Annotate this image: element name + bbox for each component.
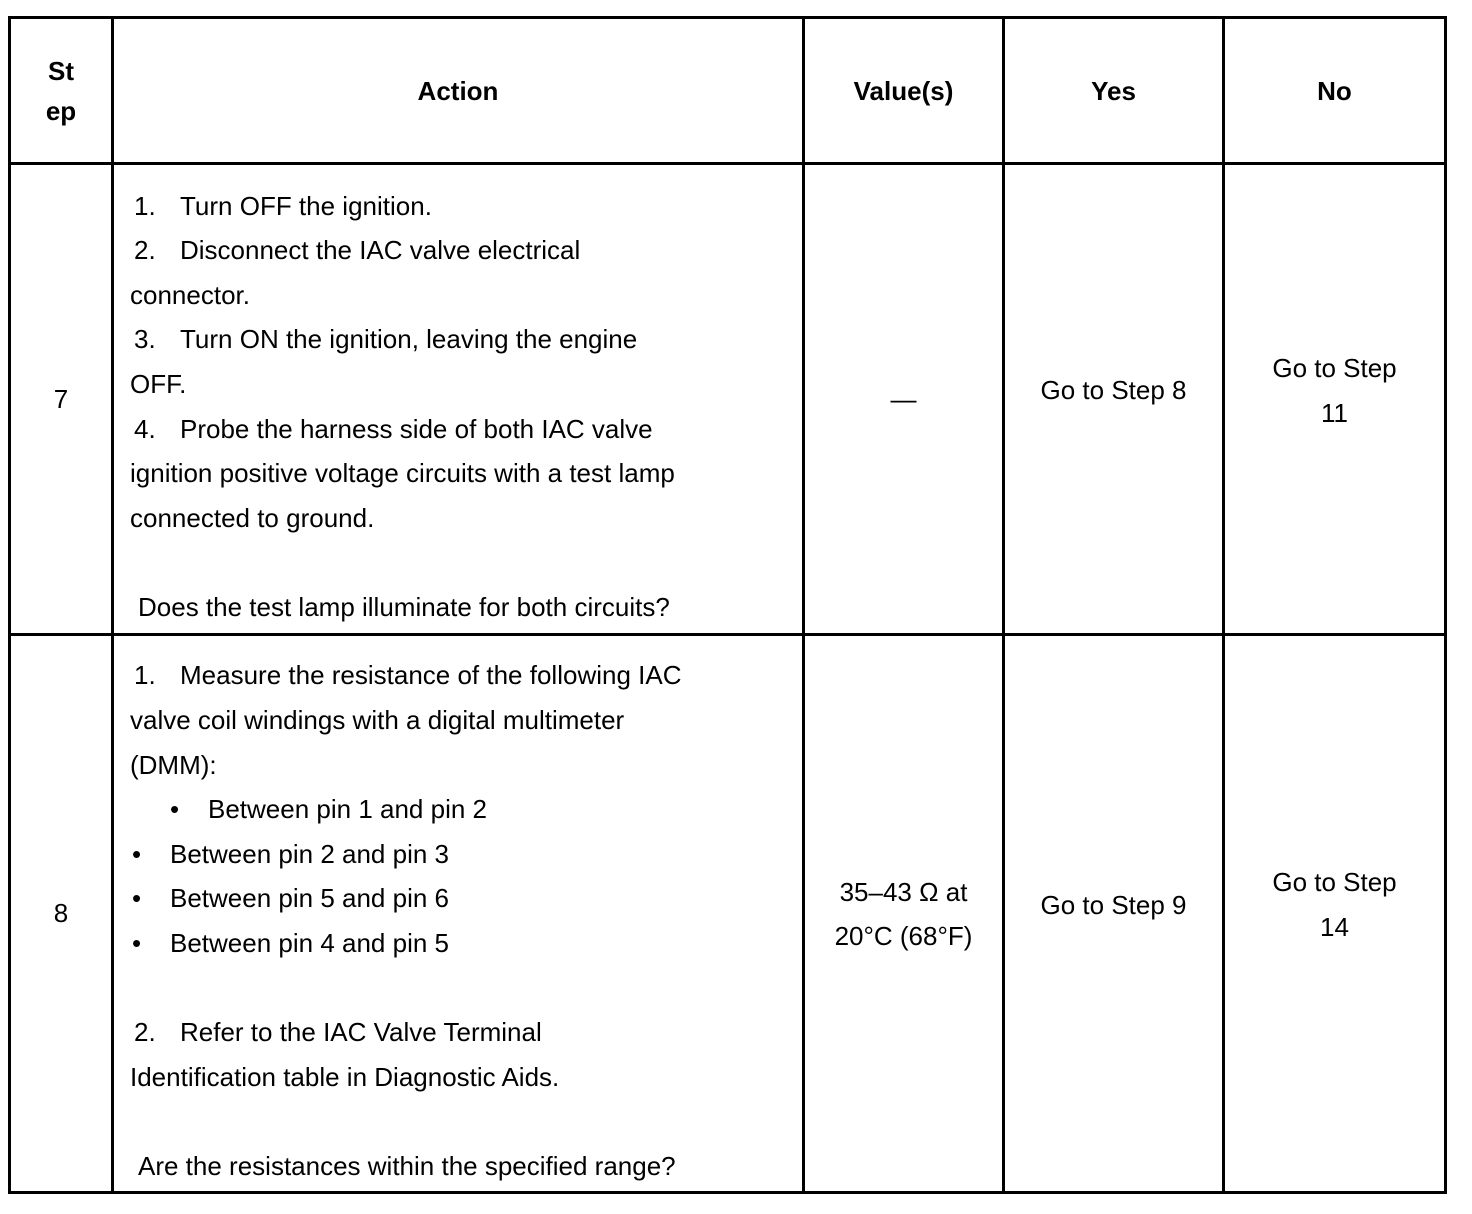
yes-cell — [1004, 164, 1224, 635]
no-cell — [1224, 164, 1446, 635]
action-item-1 — [130, 184, 802, 229]
action-item-2 — [130, 228, 802, 273]
action-item-number: 4. — [134, 413, 156, 444]
header-yes: Yes — [1004, 18, 1224, 164]
action-item-number: 3. — [134, 324, 156, 355]
bullet-item — [130, 832, 802, 877]
action-item-1 — [130, 653, 802, 698]
bullet-text: Between pin 1 and pin 2 — [208, 794, 487, 825]
bullet-icon: • — [132, 883, 142, 914]
table-row-step-7 — [10, 164, 1446, 635]
step-number: 8 — [10, 635, 113, 1193]
yes-cell — [1004, 635, 1224, 1193]
no-text-line2: 14 — [1320, 912, 1349, 942]
action-item-text: Measure the resistance of the following IAC — [180, 660, 682, 691]
header-values: Value(s) — [804, 18, 1004, 164]
header-action: Action — [113, 18, 804, 164]
value-cell — [804, 635, 1004, 1193]
value-line1: 35–43 Ω at — [839, 876, 968, 907]
action-question: Does the test lamp illuminate for both circuits? — [138, 591, 670, 622]
header-step-line2: ep — [45, 95, 77, 126]
action-item-2-continued: Identification table in Diagnostic Aids. — [130, 1061, 560, 1092]
bullet-item — [130, 876, 802, 921]
action-item-2-continued: connector. — [130, 279, 250, 310]
action-item-2 — [130, 1010, 802, 1055]
action-cell — [113, 164, 804, 635]
action-question: Are the resistances within the specified range? — [138, 1150, 676, 1181]
header-step-line1: St — [48, 55, 74, 86]
action-cell — [113, 635, 804, 1193]
step-number: 7 — [10, 164, 113, 635]
action-item-number: 2. — [134, 1017, 156, 1048]
action-item-number: 1. — [134, 190, 156, 221]
header-no: No — [1224, 18, 1446, 164]
action-item-number: 1. — [134, 660, 156, 691]
diagnostic-table — [8, 16, 1447, 1194]
yes-text: Go to Step 9 — [1040, 889, 1187, 920]
yes-text: Go to Step 8 — [1040, 375, 1187, 406]
action-item-text: Probe the harness side of both IAC valve — [180, 413, 653, 444]
no-text-line2: 11 — [1321, 397, 1348, 428]
no-cell — [1224, 635, 1446, 1193]
bullet-text: Between pin 2 and pin 3 — [170, 838, 449, 869]
header-step — [10, 18, 113, 164]
action-item-text: Turn ON the ignition, leaving the engine — [180, 324, 638, 355]
action-item-3-continued: OFF. — [130, 368, 187, 399]
bullet-icon: • — [132, 838, 142, 869]
action-item-4-continued: connected to ground. — [130, 502, 375, 533]
header-row — [10, 18, 1446, 164]
action-item-4-continued: ignition positive voltage circuits with a test lamp — [130, 458, 675, 489]
value-cell: — — [804, 164, 1004, 635]
action-item-text: Disconnect the IAC valve electrical — [180, 235, 581, 266]
table-row-step-8 — [10, 635, 1446, 1193]
bullet-icon: • — [132, 928, 142, 958]
action-item-number: 2. — [134, 235, 156, 266]
action-item-1-continued: valve coil windings with a digital multimeter — [130, 705, 625, 736]
no-text-line1: Go to Step — [1272, 352, 1397, 383]
bullet-text: Between pin 5 and pin 6 — [170, 883, 449, 914]
action-item-1-continued: (DMM): — [130, 749, 217, 780]
bullet-item — [130, 921, 802, 966]
action-item-4 — [130, 407, 802, 452]
bullet-icon: • — [170, 794, 180, 825]
bullet-text: Between pin 4 and pin 5 — [170, 928, 449, 958]
action-item-text: Refer to the IAC Valve Terminal — [180, 1017, 542, 1048]
no-text-line1: Go to Step — [1272, 867, 1397, 898]
action-item-3 — [130, 317, 802, 362]
value-line2: 20°C (68°F) — [834, 920, 973, 951]
bullet-item — [130, 787, 802, 832]
action-item-text: Turn OFF the ignition. — [180, 190, 432, 221]
